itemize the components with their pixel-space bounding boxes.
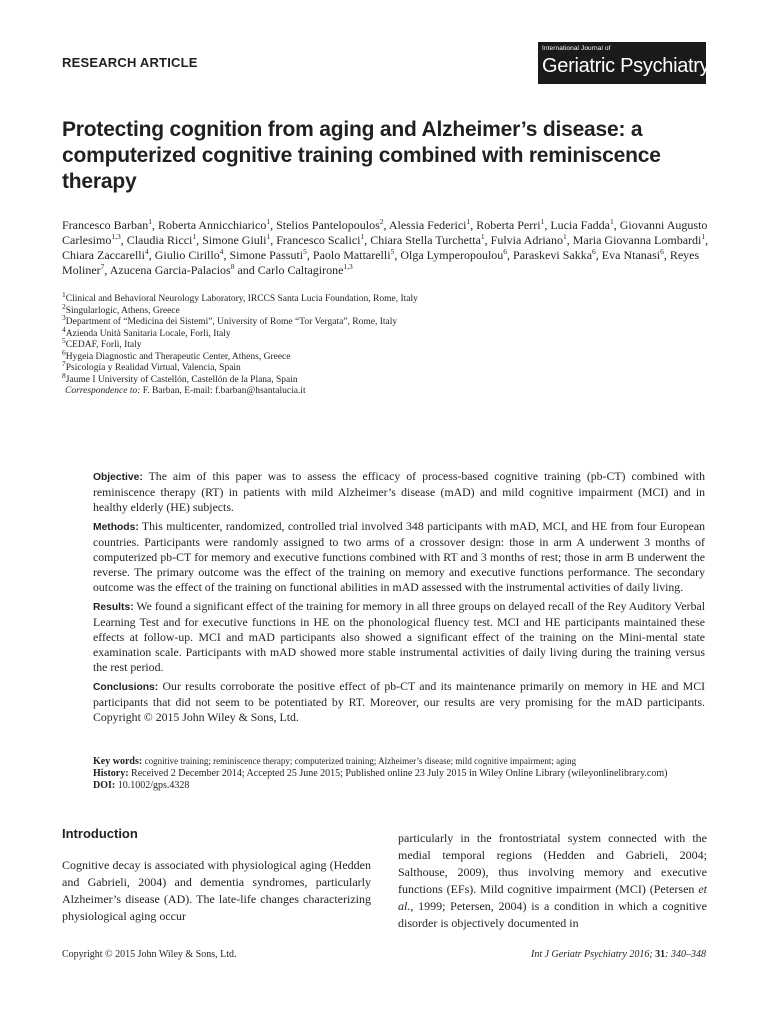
author-affiliation-ref: 5 <box>303 247 307 256</box>
doi-link[interactable]: 10.1002/gps.4328 <box>117 780 190 791</box>
author <box>491 233 567 247</box>
author-affiliation-ref: 4 <box>144 247 149 256</box>
intro-right-etal: et al. <box>398 882 707 913</box>
conclusions-text: Our results corroborate the positive effect of pb-CT and its maintenance primarily on memory in HE and MCI participants that did not seem to be potentiated by RT. Moreover, our results are very promising for the mAD participants. Copyright © 2015 John Wiley & Sons, Ltd. <box>93 678 705 725</box>
author-affiliation-ref: 1 <box>609 217 614 226</box>
affiliation-text: Singularlogic, Athens, Greece <box>65 305 180 316</box>
affiliation-text: Azienda Unità Sanitaria Locale, Forlì, Italy <box>65 328 231 339</box>
author <box>513 248 596 262</box>
author-affiliation-ref: 1 <box>148 217 153 226</box>
author-affiliation-ref: 1 <box>466 217 471 226</box>
author-name: Eva Ntanasi <box>601 248 661 262</box>
affiliation-number: 7 <box>62 358 66 368</box>
methods-text: This multicenter, randomized, controlled trial involved 348 participants with mAD, MCI, and HE from four European countries. Participants were randomly assigned to two arms of a crossover design: those in arm A underwent 3 months of computerized pb-CT for memory and executive functions combined with RT and 3 months of rest; those in arm B underwent the reverse. The primary outcome was the effect of the training on memory and executive functions performance. The secondary outcome was the effect of the training on functional abilities in mAD assessed with the instrumental activities of daily living. <box>93 518 705 595</box>
author-affiliation-ref: 6 <box>660 247 664 256</box>
author-affiliation-ref: 1 <box>701 232 706 241</box>
author-name: Roberta Perri <box>476 218 541 232</box>
affiliation-text: Department of “Medicina dei Sistemi”, University of Rome “Tor Vergata”, Rome, Italy <box>65 317 398 327</box>
affiliation-text: Psicología y Realidad Virtual, Valencia, Spain <box>65 363 241 373</box>
author <box>62 218 152 232</box>
history-label: History: <box>93 768 129 779</box>
affiliation-number: 4 <box>62 324 66 334</box>
history <box>93 768 705 780</box>
affiliation <box>62 312 712 329</box>
author-name: Simone Giuli <box>202 233 267 247</box>
author-affiliation-ref: 1 <box>266 232 271 241</box>
affiliation <box>62 289 712 306</box>
section-label: RESEARCH ARTICLE <box>62 55 198 70</box>
history-text: Received 2 December 2014; Accepted 25 June 2015; Published online 23 July 2015 in Wiley Online Library (wileyonlinelibrary.com) <box>131 768 668 779</box>
affiliation-text: CEDAF, Forlì, Italy <box>65 340 142 350</box>
introduction-heading: Introduction <box>62 826 138 841</box>
author-name: Roberta Annicchiarico <box>158 218 267 232</box>
keywords-text: cognitive training; reminiscence therapy; computerized training; Alzheimer’s disease; mild cognitive impairment; aging <box>144 756 577 766</box>
conclusions-label: Conclusions: <box>93 681 159 693</box>
author <box>550 218 613 232</box>
journal-logo <box>538 42 710 84</box>
author <box>276 233 364 247</box>
author-affiliation-ref: 2 <box>379 217 384 226</box>
author <box>313 248 394 262</box>
affiliations <box>62 289 712 398</box>
author-affiliation-ref: 1 <box>192 232 197 241</box>
results-text: We found a significant effect of the training for memory in all three groups on delayed recall of the Rey Auditory Verbal Learning Test and for executive functions in HE on the phonological fluency test. MCI and HE participants maintained these effects at follow-up. MCI and mAD participants also showed a significant effect of the training on the Mini-mental state examination scale. Participants with mAD showed more stable instrumental activities of daily living during the training versus the rest period. <box>93 598 705 675</box>
affiliation <box>62 335 712 352</box>
author <box>110 263 235 277</box>
intro-right-text-b: , 1999; Petersen, 2004) is a condition in which a cognitive disorder is objectively documented in <box>398 899 707 930</box>
author-affiliation-ref: 1 <box>266 217 271 226</box>
author <box>258 263 353 277</box>
author-name: Chiara Stella Turchetta <box>370 233 481 247</box>
author-affiliation-ref: 1 <box>540 217 545 226</box>
author <box>476 218 544 232</box>
citation-pages: : 340–348 <box>665 949 706 960</box>
author-affiliation-ref: 6 <box>592 247 596 256</box>
author <box>370 233 484 247</box>
keywords <box>93 755 705 768</box>
affiliation <box>62 301 712 318</box>
affiliation-number: 3 <box>62 312 66 322</box>
abstract <box>93 469 705 728</box>
author-list: Francesco Barban$^1$, Roberta Annicchiarico$^1$, Stelios Pantelopoulos$^2$, Alessia Federici$^1$, Roberta Perri$^1$, Lucia Fadda$^1$, Giovanni Augusto Carlesimo$^{1,3}$, Claudia Ricci$^1$, Simone Giuli$^1$, Francesco Scalici$^1$, Chiara Stella Turchetta$^1$, Fulvia Adriano$^1$, Maria Giovanna Lombardi$^1$, Chiara Zaccarelli$^4$, Giulio Cirillo$^4$, Simone Passuti$^5$, Paolo Mattarelli$^5$, Olga Lymperopoulou$^6$, Paraskevi Sakka$^6$, Eva Ntanasi$^6$, Reyes Moliner$^7$, Azucena Garcia-Palacios$^8$ and Carlo Caltagirone$^{1,3}$ <box>62 217 709 277</box>
author <box>400 248 507 262</box>
author <box>573 233 705 247</box>
intro-right-column <box>398 830 707 932</box>
author-name: Olga Lymperopoulou <box>400 248 504 262</box>
author-affiliation-ref: 8 <box>230 262 235 271</box>
author <box>276 218 383 232</box>
affiliation <box>62 324 712 341</box>
affiliation-number: 2 <box>62 301 66 311</box>
author-name: Claudia Ricci <box>126 233 193 247</box>
author-affiliation-ref: 1 <box>360 232 365 241</box>
affiliation <box>62 370 712 387</box>
affiliation-number: 8 <box>62 370 66 380</box>
author-name: Giovanni Augusto Carlesimo <box>62 218 708 247</box>
footer-citation <box>531 949 706 960</box>
journal-logo-title: Geriatric Psychiatry <box>542 55 710 77</box>
author <box>127 233 196 247</box>
affiliation-text: Jaume I University of Castellón, Castellón de la Plana, Spain <box>65 374 298 385</box>
affiliation-number: 5 <box>62 335 66 345</box>
abstract-methods <box>93 519 705 596</box>
author <box>602 248 664 262</box>
abstract-objective <box>93 469 705 516</box>
author <box>202 233 270 247</box>
methods-label: Methods: <box>93 521 139 533</box>
author-affiliation-ref: 6 <box>503 247 508 256</box>
citation-journal: Int J Geriatr Psychiatry <box>531 949 627 960</box>
footer-copyright: Copyright © 2015 John Wiley & Sons, Ltd. <box>62 949 237 960</box>
correspondence-label: Correspondence to: <box>65 386 141 396</box>
author-affiliation-ref: 1 <box>563 232 567 241</box>
intro-left-column: Cognitive decay is associated with physiological aging (Hedden and Gabrieli, 2004) and dementia syndromes, particularly Alzheimer’s disease (AD). The late-life changes characterizing physiological aging occur <box>62 858 371 923</box>
affiliation <box>62 358 712 375</box>
author-affiliation-ref: 4 <box>219 247 224 256</box>
author-name: Francesco Barban <box>62 218 149 232</box>
author-name: Francesco Scalici <box>276 233 361 247</box>
article-title: Protecting cognition from aging and Alzheimer’s disease: a computerized cognitive training combined with reminiscence therapy <box>62 118 661 193</box>
keywords-label: Key words: <box>93 756 143 767</box>
doi-label: DOI: <box>93 780 116 791</box>
author-name: Stelios Pantelopoulos <box>276 218 380 232</box>
citation-volume: 31 <box>655 949 666 960</box>
author-name: Chiara Zaccarelli <box>62 248 145 262</box>
author-name: Paolo Mattarelli <box>312 248 391 262</box>
author <box>158 218 270 232</box>
article-meta <box>93 755 705 792</box>
author <box>62 248 149 262</box>
abstract-conclusions <box>93 679 705 726</box>
author-name: Reyes Moliner <box>62 248 700 277</box>
results-label: Results: <box>93 601 134 613</box>
author <box>229 248 306 262</box>
objective-label: Objective: <box>93 472 143 483</box>
author-name: Lucia Fadda <box>550 218 610 232</box>
author-name: Alessia Federici <box>388 218 467 232</box>
correspondence <box>62 386 712 398</box>
doi <box>93 780 705 792</box>
author-name: Azucena Garcia-Palacios <box>109 263 231 277</box>
abstract-results <box>93 599 705 676</box>
affiliation-number: 6 <box>62 347 66 357</box>
affiliation <box>62 347 712 364</box>
citation-year: 2016; <box>629 949 653 960</box>
intro-right-text-a: particularly in the frontostriatal system connected with the medial temporal regions (Hedden and Gabrieli, 2004; Salthouse, 2009), thus involving memory and executive functions (EFs). Mild cognitive impairment (MCI) (Petersen <box>398 831 707 896</box>
affiliation-text: Clinical and Behavioral Neurology Laboratory, IRCCS Santa Lucia Foundation, Rome, Italy <box>65 294 418 304</box>
author-affiliation-ref: 1,3 <box>111 232 121 241</box>
journal-logo-subtitle: International Journal of <box>542 45 611 52</box>
affiliation-number: 1 <box>62 289 66 299</box>
author-affiliation-ref: 1 <box>480 232 485 241</box>
author-name: Simone Passuti <box>229 248 304 262</box>
affiliation-text: Hygeia Diagnostic and Therapeutic Center, Athens, Greece <box>65 351 291 362</box>
author <box>389 218 470 232</box>
author-affiliation-ref: 5 <box>390 247 395 256</box>
author-affiliation-ref: 1,3 <box>343 262 353 271</box>
objective-text: The aim of this paper was to assess the efficacy of process-based cognitive training (pb-CT) combined with reminiscence therapy (RT) in patients with mild Alzheimer’s disease (mAD) and mild cognitive impairment (MCI) and in healthy elderly (HE) subjects. <box>93 469 705 515</box>
author-name: Fulvia Adriano <box>490 233 563 247</box>
author-name: Paraskevi Sakka <box>513 248 593 262</box>
author-name: Maria Giovanna Lombardi <box>572 233 702 247</box>
author-name: Carlo Caltagirone <box>257 263 344 277</box>
author <box>155 248 224 262</box>
author-affiliation-ref: 7 <box>100 262 105 271</box>
author-name: Giulio Cirillo <box>154 248 220 262</box>
correspondence-text: F. Barban, E-mail: f.barban@hsantalucia.it <box>142 386 306 396</box>
